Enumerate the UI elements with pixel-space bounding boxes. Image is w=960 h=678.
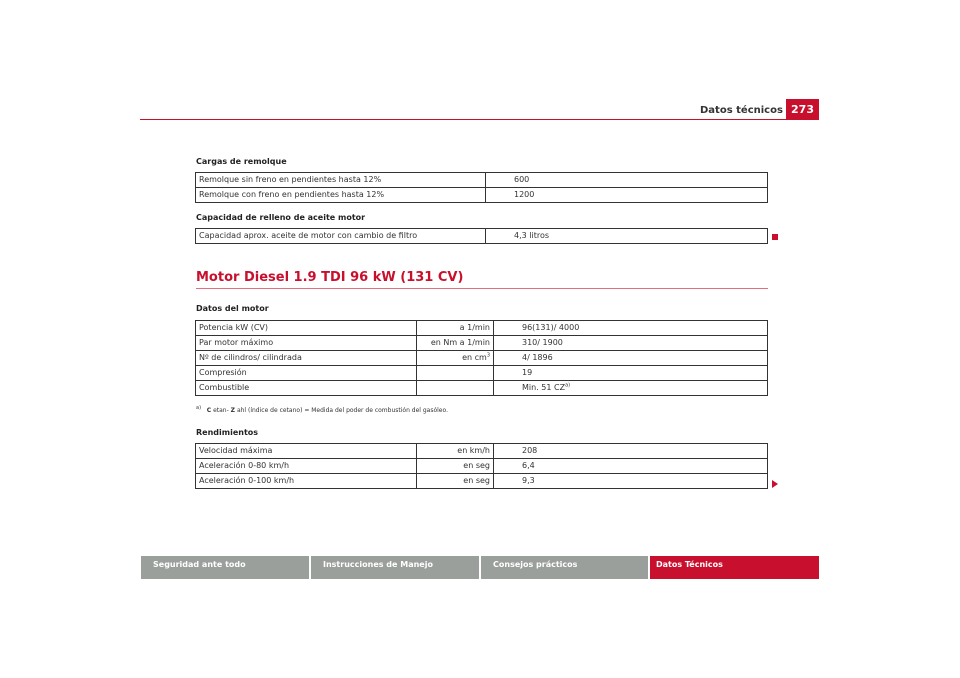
continue-arrow-icon [772, 480, 778, 488]
table-row [196, 173, 768, 188]
header-rule [140, 119, 819, 120]
cell-unit: en Nm a 1/min [417, 336, 494, 351]
cell-value: 600 [486, 173, 768, 188]
table-row [196, 459, 768, 474]
cell-unit: a 1/min [417, 321, 494, 336]
cell-value: 4/ 1896 [494, 351, 768, 366]
unit-superscript: 3 [486, 352, 490, 359]
cell-label: Remolque sin freno en pendientes hasta 12% [196, 173, 486, 188]
page-number-badge: 273 [786, 99, 819, 119]
cell-value: 19 [494, 366, 768, 381]
cell-value: 96(131)/ 4000 [494, 321, 768, 336]
nav-tab-seguridad[interactable]: Seguridad ante todo [141, 556, 309, 579]
section-title-cargas: Cargas de remolque [196, 157, 287, 166]
section-title-rendimientos: Rendimientos [196, 428, 259, 437]
cell-value: 1200 [486, 188, 768, 203]
cell-value [494, 381, 768, 396]
table-row [196, 188, 768, 203]
cell-label: Capacidad aprox. aceite de motor con cambio de filtro [196, 229, 486, 244]
footnote-text-2: ahl (índice de cetano) = Medida del poder de combustión del gasóleo. [235, 407, 448, 414]
table-row [196, 474, 768, 489]
heading-rule [196, 288, 768, 289]
rendimientos-table [195, 443, 768, 489]
nav-tab-consejos[interactable]: Consejos prácticos [481, 556, 648, 579]
cell-label: Velocidad máxima [196, 444, 417, 459]
cell-label: Par motor máximo [196, 336, 417, 351]
cell-label: Nº de cilindros/ cilindrada [196, 351, 417, 366]
table-row [196, 336, 768, 351]
table-row [196, 444, 768, 459]
footnote-marker: a) [196, 405, 202, 411]
footnote-bold-c: C [206, 407, 212, 414]
table-row [196, 351, 768, 366]
page-header-title: Datos técnicos [700, 105, 783, 116]
cell-unit [417, 366, 494, 381]
section-title-motor: Datos del motor [196, 304, 269, 313]
cell-label: Aceleración 0-100 km/h [196, 474, 417, 489]
value-text: Min. 51 CZ [522, 383, 566, 392]
table-row [196, 229, 768, 244]
footnote-bold-z: Z [230, 407, 236, 414]
main-heading: Motor Diesel 1.9 TDI 96 kW (131 CV) [196, 270, 464, 285]
motor-table [195, 320, 768, 396]
cell-value: 6,4 [494, 459, 768, 474]
table-row [196, 366, 768, 381]
aceite-table [195, 228, 768, 244]
cell-label: Combustible [196, 381, 417, 396]
section-end-marker [772, 234, 778, 240]
cell-label: Aceleración 0-80 km/h [196, 459, 417, 474]
nav-tab-datos-tecnicos[interactable]: Datos Técnicos [650, 556, 819, 579]
cell-label: Potencia kW (CV) [196, 321, 417, 336]
cargas-table [195, 172, 768, 203]
table-row [196, 381, 768, 396]
cell-value: 310/ 1900 [494, 336, 768, 351]
cell-unit: en seg [417, 459, 494, 474]
cell-value: 4,3 litros [486, 229, 768, 244]
footnote-text-1: etan- [211, 407, 231, 414]
cell-value: 208 [494, 444, 768, 459]
cell-label: Compresión [196, 366, 417, 381]
section-title-aceite: Capacidad de relleno de aceite motor [196, 213, 366, 222]
footnote [196, 407, 448, 414]
cell-label: Remolque con freno en pendientes hasta 12% [196, 188, 486, 203]
cell-value: 9,3 [494, 474, 768, 489]
cell-unit: en seg [417, 474, 494, 489]
cell-unit [417, 381, 494, 396]
table-row [196, 321, 768, 336]
nav-tab-instrucciones[interactable]: Instrucciones de Manejo [311, 556, 479, 579]
unit-text: en cm [462, 353, 487, 362]
footnote-ref: a) [565, 382, 571, 389]
cell-unit [417, 351, 494, 366]
cell-unit: en km/h [417, 444, 494, 459]
